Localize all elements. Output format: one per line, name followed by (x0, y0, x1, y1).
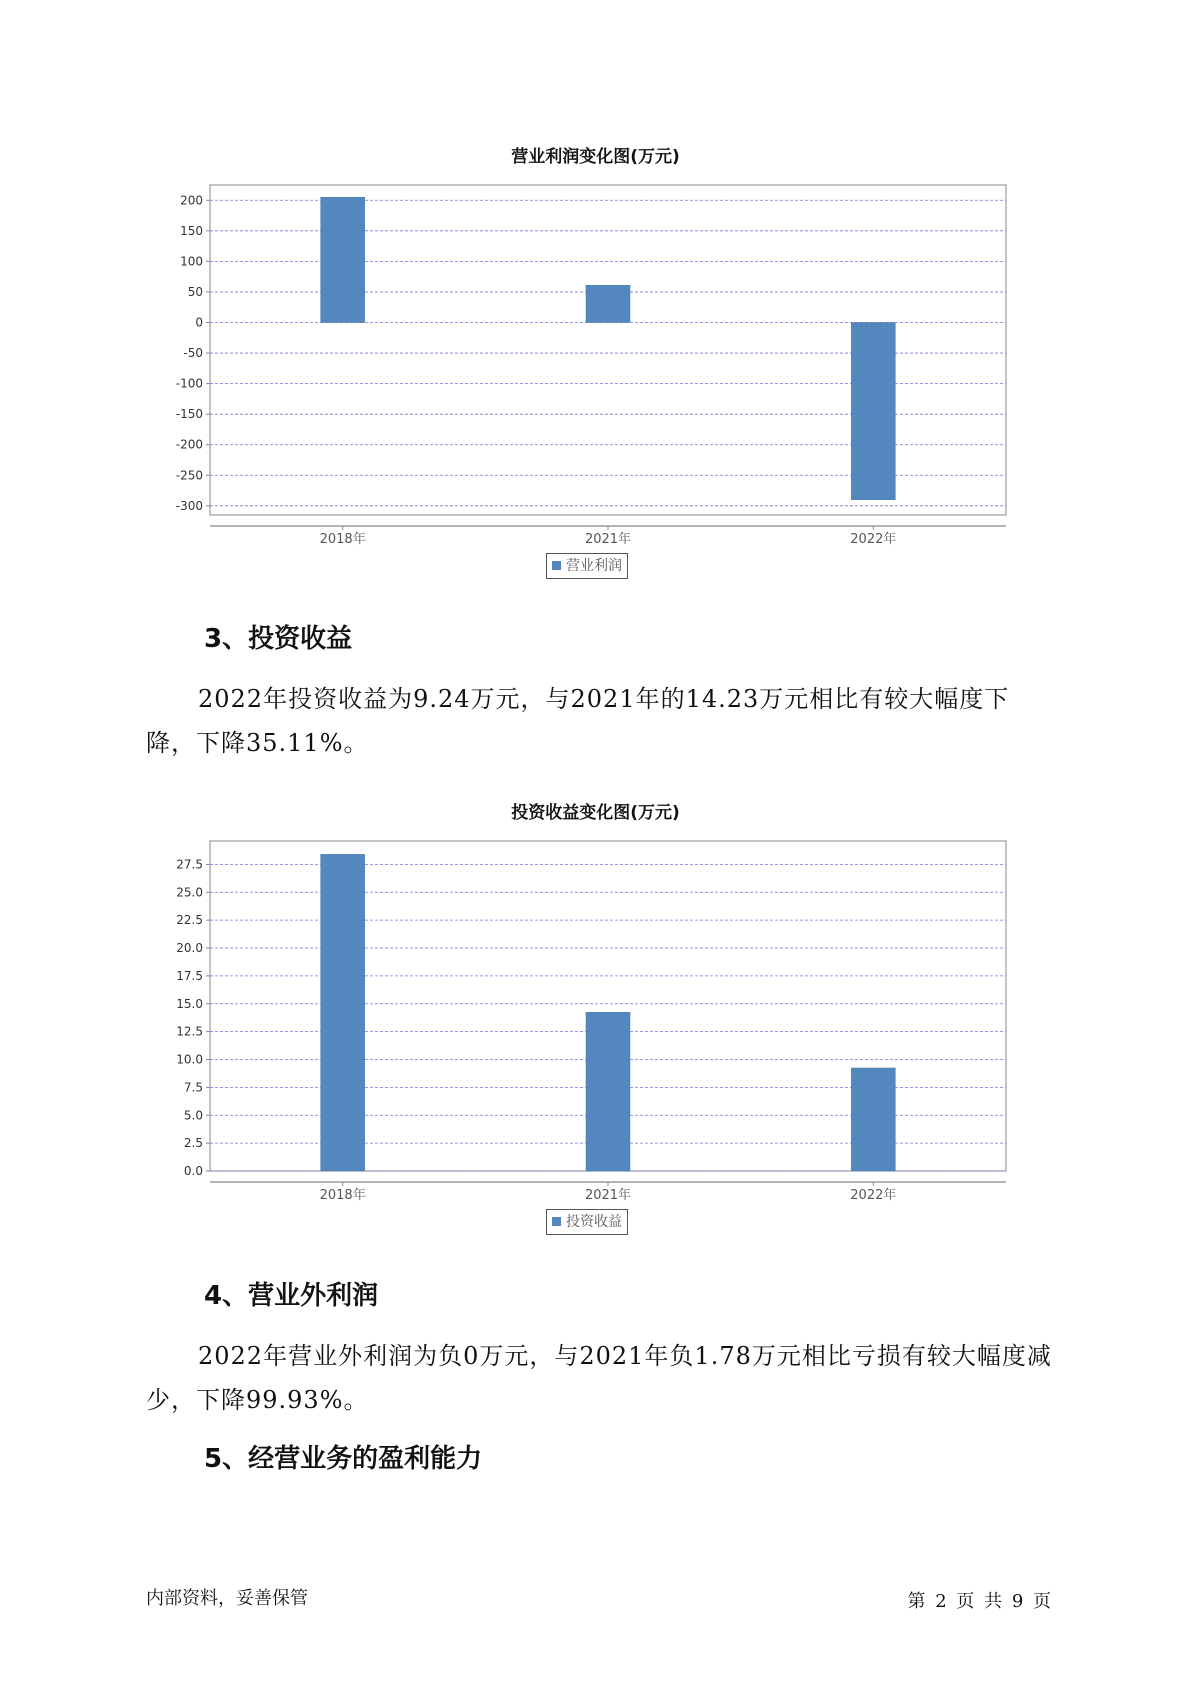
bar-2018年 (321, 854, 365, 1171)
y-tick-label: 27.5 (176, 857, 203, 872)
y-tick-label: 0 (195, 315, 203, 330)
y-tick-label: -100 (175, 376, 203, 391)
y-tick-label: 100 (180, 254, 203, 269)
chart-1-legend-label: 营业利润 (566, 558, 622, 574)
y-tick-label: 15.0 (176, 996, 203, 1011)
section-3-paragraph (146, 677, 1056, 765)
y-tick-label: 7.5 (183, 1080, 203, 1095)
bar-2022年 (851, 323, 895, 500)
section-3-heading: 3、投资收益 (204, 624, 353, 654)
x-tick-label: 2021年 (584, 1188, 632, 1203)
x-tick-label: 2021年 (584, 532, 632, 547)
y-tick-label: 10.0 (176, 1052, 203, 1067)
y-tick-label: 5.0 (183, 1108, 203, 1123)
chart-2-title: 投资收益变化图(万元) (511, 803, 680, 823)
y-tick-label: 25.0 (176, 885, 203, 900)
bar-2022年 (851, 1068, 895, 1171)
section-4-paragraph (146, 1334, 1056, 1422)
section-5-heading: 5、经营业务的盈利能力 (204, 1444, 483, 1474)
y-tick-label: 20.0 (176, 941, 203, 956)
section-4-heading: 4、营业外利润 (204, 1281, 379, 1311)
x-tick-label: 2022年 (850, 532, 897, 547)
footer-confidential-note: 内部资料，妥善保管 (146, 1588, 308, 1609)
operating-profit-chart (150, 180, 1030, 550)
chart-2-legend-label: 投资收益 (566, 1214, 622, 1230)
y-tick-label: -300 (175, 498, 203, 513)
bar-2021年 (586, 285, 630, 322)
y-tick-label: 22.5 (176, 913, 203, 928)
bar-2021年 (586, 1012, 630, 1171)
chart-2-legend (546, 1209, 628, 1235)
legend-swatch-icon (552, 561, 561, 570)
y-tick-label: -50 (183, 346, 203, 361)
bar-2018年 (321, 197, 365, 322)
y-tick-label: 50 (187, 284, 203, 299)
y-tick-label: -200 (175, 437, 203, 452)
footer-page-number: 第 2 页 共 9 页 (907, 1591, 1051, 1612)
investment-income-chart (150, 836, 1030, 1206)
section-3-text: 2022年投资收益为9.24万元，与2021年的14.23万元相比有较大幅度下降，下降35.11%。 (146, 685, 1010, 757)
y-tick-label: 2.5 (183, 1136, 203, 1151)
section-4-text: 2022年营业外利润为负0万元，与2021年负1.78万元相比亏损有较大幅度减少，下降99.93%。 (146, 1342, 1052, 1414)
y-tick-label: -150 (175, 407, 203, 422)
y-tick-label: 150 (180, 223, 203, 238)
y-tick-label: 0.0 (183, 1164, 203, 1178)
x-tick-label: 2022年 (850, 1188, 897, 1203)
x-tick-label: 2018年 (319, 532, 366, 547)
legend-swatch-icon (552, 1217, 561, 1226)
y-tick-label: 12.5 (176, 1024, 203, 1039)
x-tick-label: 2018年 (319, 1188, 366, 1203)
y-tick-label: -250 (175, 468, 203, 483)
y-tick-label: 17.5 (176, 968, 203, 983)
chart-1-title: 营业利润变化图(万元) (511, 147, 680, 167)
y-tick-label: 200 (180, 193, 203, 208)
chart-1-legend (546, 553, 628, 579)
